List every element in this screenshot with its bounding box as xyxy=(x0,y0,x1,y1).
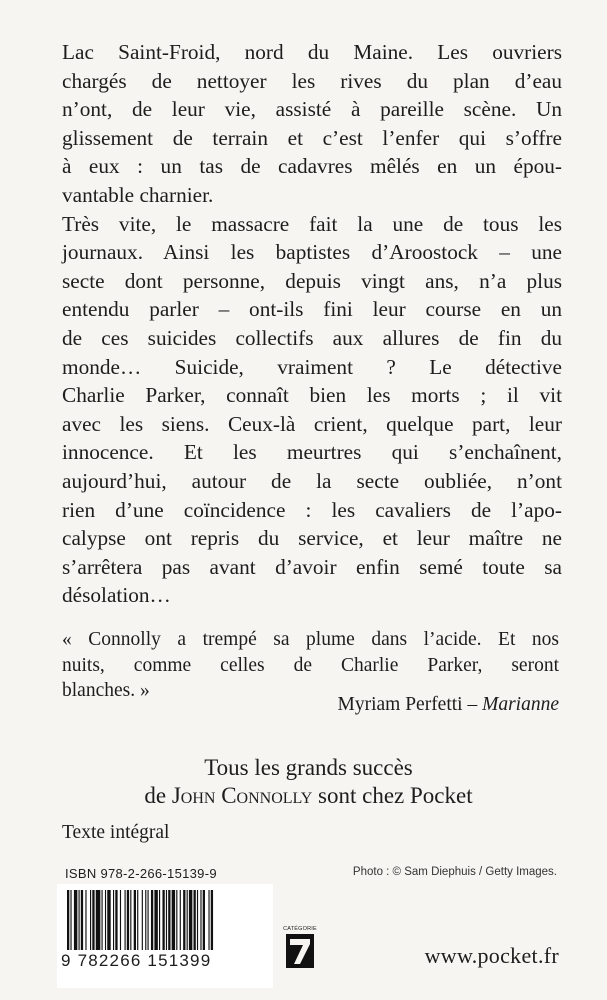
promo-text xyxy=(60,754,557,810)
barcode-bar xyxy=(162,890,164,950)
blurb-line: à eux : un tas de cadavres mêlés en un épou- xyxy=(62,154,562,179)
barcode-bar xyxy=(145,890,146,950)
quote-line: nuits, comme celles de Charlie Parker, seront xyxy=(62,654,559,676)
barcode-bar xyxy=(120,890,121,950)
barcode-bar xyxy=(200,890,201,950)
barcode-bar xyxy=(96,890,101,950)
barcode-bar xyxy=(107,890,110,950)
barcode-bar xyxy=(105,890,106,950)
promo-suffix: sont chez Pocket xyxy=(318,783,473,808)
blurb-line: s’arrêtera pas avant d’avoir enfin semé toute sa xyxy=(62,554,562,579)
barcode-bar xyxy=(81,890,83,950)
barcode-bars xyxy=(67,890,263,952)
blurb-line: entendu parler – ont-ils fini leur course en un xyxy=(62,297,562,322)
barcode-bar xyxy=(67,890,69,950)
promo-line-1: Tous les grands succès xyxy=(204,755,413,780)
barcode-bar xyxy=(90,890,91,950)
blurb-line: avec les siens. Ceux-là crient, quelque part, leur xyxy=(62,411,562,436)
quote-line: blanches. » xyxy=(62,680,150,701)
barcode-bar xyxy=(125,890,126,950)
barcode-bar xyxy=(211,890,213,950)
blurb-line: Très vite, le massacre fait la une de tous les xyxy=(62,211,562,236)
barcode-bar xyxy=(92,890,94,950)
category-label: CATÉGORIE xyxy=(283,926,317,932)
barcode-bar xyxy=(208,890,209,950)
blurb-line: vantable charnier. xyxy=(62,182,214,207)
promo-prefix: de xyxy=(144,783,167,808)
barcode xyxy=(57,884,273,988)
barcode-bar xyxy=(180,890,181,950)
barcode-bar xyxy=(102,890,103,950)
barcode-bar xyxy=(183,890,185,950)
blurb-paragraph-1 xyxy=(62,38,562,210)
blurb-line: calypse ont repris du service, et leur maître ne xyxy=(62,526,562,551)
quote-source: Marianne xyxy=(482,694,559,715)
promo-author: John Connolly xyxy=(171,783,313,808)
blurb-line: n’ont, de leur vie, assisté à pareille scène. Un xyxy=(62,97,562,122)
blurb-line: chargés de nettoyer les rives du plan d’eau xyxy=(62,68,562,93)
barcode-bar xyxy=(127,890,129,950)
barcode-bar xyxy=(151,890,153,950)
barcode-bar xyxy=(189,890,192,950)
barcode-bar xyxy=(203,890,205,950)
integral-text-label: Texte intégral xyxy=(62,822,170,843)
barcode-bar xyxy=(85,890,86,950)
barcode-bar xyxy=(187,890,188,950)
quote-line: « Connolly a trempé sa plume dans l’acide. Et nos xyxy=(62,629,559,650)
barcode-bar xyxy=(197,890,198,950)
back-cover-blurb xyxy=(62,38,562,610)
barcode-bar xyxy=(166,890,167,950)
barcode-digits: 9 782266 151399 xyxy=(61,951,212,970)
barcode-bar xyxy=(70,890,71,950)
blurb-line: journaux. Ainsi les baptistes d’Aroostock – une xyxy=(62,240,562,265)
blurb-line: innocence. Et les meurtres qui s’enchaînent, xyxy=(62,440,562,465)
barcode-bar xyxy=(176,890,177,950)
category-badge xyxy=(283,926,317,968)
blurb-line: monde… Suicide, vraiment ? Le détective xyxy=(62,354,562,379)
barcode-bar xyxy=(74,890,77,950)
blurb-paragraph-2 xyxy=(62,210,562,610)
barcode-bar xyxy=(115,890,117,950)
quote-attribution xyxy=(338,694,560,716)
blurb-line: glissement de terrain et c’est l’enfer qui s’offre xyxy=(62,125,562,150)
category-seven-icon xyxy=(286,934,314,968)
barcode-bar xyxy=(130,890,131,950)
barcode-bar xyxy=(137,890,138,950)
barcode-bar xyxy=(79,890,80,950)
blurb-line: Lac Saint-Froid, nord du Maine. Les ouvriers xyxy=(62,40,562,64)
barcode-bar xyxy=(159,890,160,950)
website-url: www.pocket.fr xyxy=(424,943,559,968)
barcode-bar xyxy=(134,890,136,950)
barcode-bar xyxy=(172,890,175,950)
blurb-line: aujourd’hui, autour de la secte oubliée, n’ont xyxy=(62,468,562,493)
barcode-bar xyxy=(113,890,114,950)
isbn-number: ISBN 978-2-266-15139-9 xyxy=(65,866,217,881)
barcode-bar xyxy=(148,890,149,950)
barcode-bar xyxy=(154,890,157,950)
photo-credit: Photo : © Sam Diephuis / Getty Images. xyxy=(352,866,557,878)
blurb-line: de ces suicides collectifs aux allures de fin du xyxy=(62,325,562,350)
promo-line-2 xyxy=(60,782,557,810)
barcode-bar xyxy=(194,890,196,950)
press-quote xyxy=(62,627,559,704)
barcode-bar xyxy=(168,890,170,950)
blurb-line: Charlie Parker, connaît bien les morts ; il vit xyxy=(62,383,562,408)
blurb-line: secte dont personne, depuis vingt ans, n’a plus xyxy=(62,268,562,293)
blurb-line: rien d’une coïncidence : les cavaliers de l’apo- xyxy=(62,497,562,522)
blurb-line: désolation… xyxy=(62,583,171,608)
quote-author: Myriam Perfetti – xyxy=(337,694,478,715)
barcode-bar xyxy=(142,890,143,950)
